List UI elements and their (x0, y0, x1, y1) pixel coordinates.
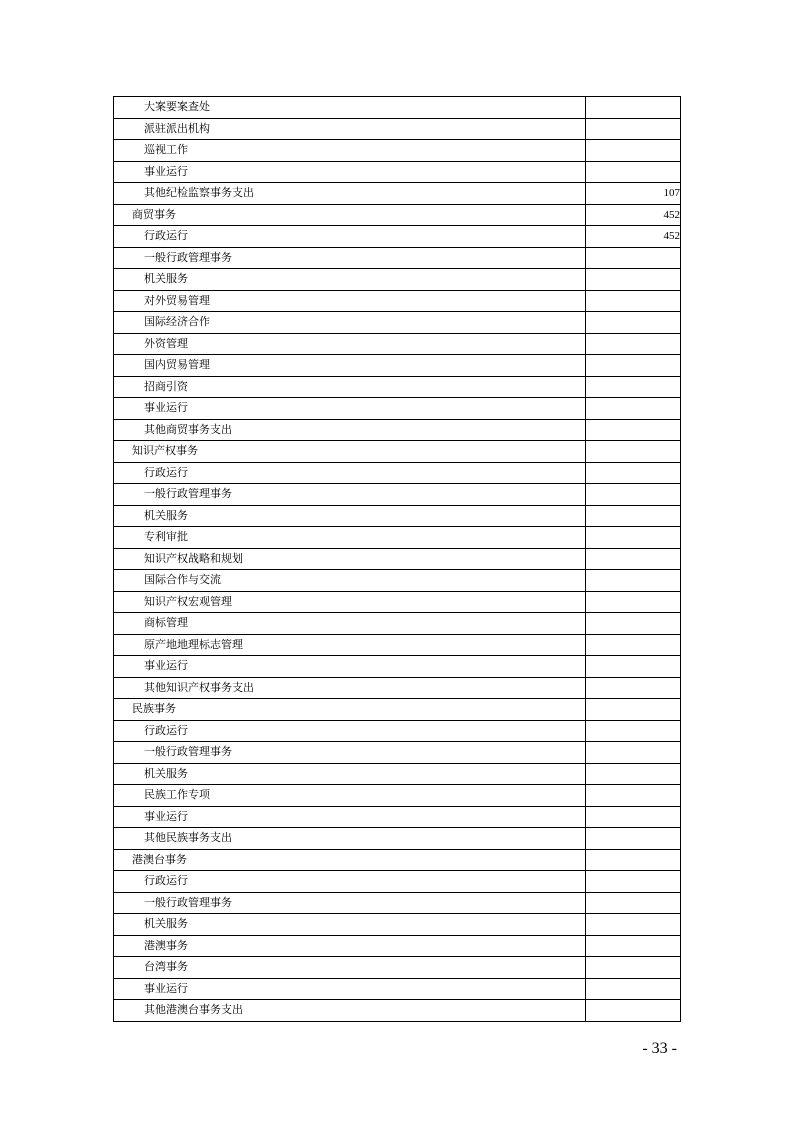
expense-amount (586, 419, 681, 441)
expense-amount (586, 978, 681, 1000)
table-row (114, 527, 681, 549)
expense-item-name: 大案要案查处 (114, 97, 586, 119)
expense-amount (586, 505, 681, 527)
table-row (114, 462, 681, 484)
expense-amount (586, 935, 681, 957)
expense-item-name: 事业运行 (114, 161, 586, 183)
table-row (114, 892, 681, 914)
expense-amount (586, 312, 681, 334)
expense-amount (586, 742, 681, 764)
expense-item-name: 事业运行 (114, 656, 586, 678)
expense-amount (586, 677, 681, 699)
expense-item-name: 其他纪检监察事务支出 (114, 183, 586, 205)
table-row (114, 634, 681, 656)
page-number: - 33 - (642, 1040, 677, 1057)
expense-amount (586, 892, 681, 914)
expense-amount (586, 118, 681, 140)
table-row (114, 97, 681, 119)
expense-item-name: 事业运行 (114, 806, 586, 828)
table-row (114, 785, 681, 807)
table-row (114, 484, 681, 506)
table-row (114, 806, 681, 828)
expense-amount (586, 591, 681, 613)
expense-item-name: 其他商贸事务支出 (114, 419, 586, 441)
table-row (114, 161, 681, 183)
expense-item-name: 机关服务 (114, 914, 586, 936)
expense-amount: 452 (586, 204, 681, 226)
expense-item-name: 事业运行 (114, 398, 586, 420)
table-row (114, 656, 681, 678)
expense-item-name: 港澳事务 (114, 935, 586, 957)
table-row (114, 978, 681, 1000)
expense-item-name: 知识产权宏观管理 (114, 591, 586, 613)
expense-amount (586, 161, 681, 183)
expense-item-name: 知识产权战略和规划 (114, 548, 586, 570)
expense-amount (586, 828, 681, 850)
expense-amount (586, 634, 681, 656)
expense-amount (586, 548, 681, 570)
expense-amount: 452 (586, 226, 681, 248)
expense-item-name: 一般行政管理事务 (114, 742, 586, 764)
table-row (114, 677, 681, 699)
expense-item-name: 国际经济合作 (114, 312, 586, 334)
expense-amount (586, 97, 681, 119)
expense-amount (586, 570, 681, 592)
expense-item-name: 一般行政管理事务 (114, 892, 586, 914)
expense-amount (586, 656, 681, 678)
budget-expenditure-table (113, 96, 681, 1022)
table-row (114, 333, 681, 355)
expense-item-name: 民族工作专项 (114, 785, 586, 807)
expense-item-name: 其他知识产权事务支出 (114, 677, 586, 699)
expense-amount (586, 484, 681, 506)
expense-item-name: 机关服务 (114, 269, 586, 291)
expense-item-name: 其他港澳台事务支出 (114, 1000, 586, 1022)
expense-amount (586, 247, 681, 269)
expense-item-name: 外资管理 (114, 333, 586, 355)
expense-amount (586, 763, 681, 785)
table-row (114, 118, 681, 140)
expense-item-name: 派驻派出机构 (114, 118, 586, 140)
table-row (114, 290, 681, 312)
expense-amount: 107 (586, 183, 681, 205)
expense-item-name: 行政运行 (114, 871, 586, 893)
table-row (114, 871, 681, 893)
table-row (114, 763, 681, 785)
table-row (114, 355, 681, 377)
expense-amount (586, 290, 681, 312)
table-row (114, 505, 681, 527)
expense-amount (586, 785, 681, 807)
expense-item-name: 民族事务 (114, 699, 586, 721)
expense-amount (586, 957, 681, 979)
expense-item-name: 行政运行 (114, 720, 586, 742)
table-row (114, 226, 681, 248)
expense-amount (586, 527, 681, 549)
expense-amount (586, 333, 681, 355)
expense-amount (586, 699, 681, 721)
expense-item-name: 知识产权事务 (114, 441, 586, 463)
table-row (114, 699, 681, 721)
expense-amount (586, 269, 681, 291)
table-row (114, 591, 681, 613)
expense-item-name: 行政运行 (114, 462, 586, 484)
expense-amount (586, 720, 681, 742)
table-row (114, 204, 681, 226)
expense-amount (586, 1000, 681, 1022)
expense-amount (586, 355, 681, 377)
table-row (114, 269, 681, 291)
table-row (114, 570, 681, 592)
table-row (114, 419, 681, 441)
expense-item-name: 国内贸易管理 (114, 355, 586, 377)
expense-item-name: 国际合作与交流 (114, 570, 586, 592)
table-row (114, 957, 681, 979)
table-row (114, 1000, 681, 1022)
expense-item-name: 事业运行 (114, 978, 586, 1000)
expense-item-name: 原产地地理标志管理 (114, 634, 586, 656)
expense-item-name: 一般行政管理事务 (114, 247, 586, 269)
expense-item-name: 机关服务 (114, 505, 586, 527)
table-row (114, 849, 681, 871)
expense-item-name: 商标管理 (114, 613, 586, 635)
table-row (114, 720, 681, 742)
table-row (114, 376, 681, 398)
table-row (114, 935, 681, 957)
expense-item-name: 专利审批 (114, 527, 586, 549)
table-row (114, 247, 681, 269)
expense-amount (586, 613, 681, 635)
expense-amount (586, 398, 681, 420)
table-row (114, 140, 681, 162)
table-row (114, 828, 681, 850)
expense-amount (586, 914, 681, 936)
expense-item-name: 商贸事务 (114, 204, 586, 226)
expense-amount (586, 376, 681, 398)
table-row (114, 441, 681, 463)
expense-item-name: 对外贸易管理 (114, 290, 586, 312)
expense-item-name: 机关服务 (114, 763, 586, 785)
expense-item-name: 行政运行 (114, 226, 586, 248)
table-row (114, 914, 681, 936)
expense-item-name: 港澳台事务 (114, 849, 586, 871)
table-row (114, 548, 681, 570)
expense-amount (586, 462, 681, 484)
expense-amount (586, 849, 681, 871)
table-row (114, 398, 681, 420)
expense-item-name: 台湾事务 (114, 957, 586, 979)
expense-amount (586, 441, 681, 463)
table-row (114, 742, 681, 764)
expense-amount (586, 871, 681, 893)
expense-amount (586, 140, 681, 162)
expense-item-name: 其他民族事务支出 (114, 828, 586, 850)
table-row (114, 312, 681, 334)
expense-amount (586, 806, 681, 828)
expense-item-name: 一般行政管理事务 (114, 484, 586, 506)
table-row (114, 183, 681, 205)
expense-item-name: 巡视工作 (114, 140, 586, 162)
table-row (114, 613, 681, 635)
expense-item-name: 招商引资 (114, 376, 586, 398)
table-body (114, 97, 681, 1022)
